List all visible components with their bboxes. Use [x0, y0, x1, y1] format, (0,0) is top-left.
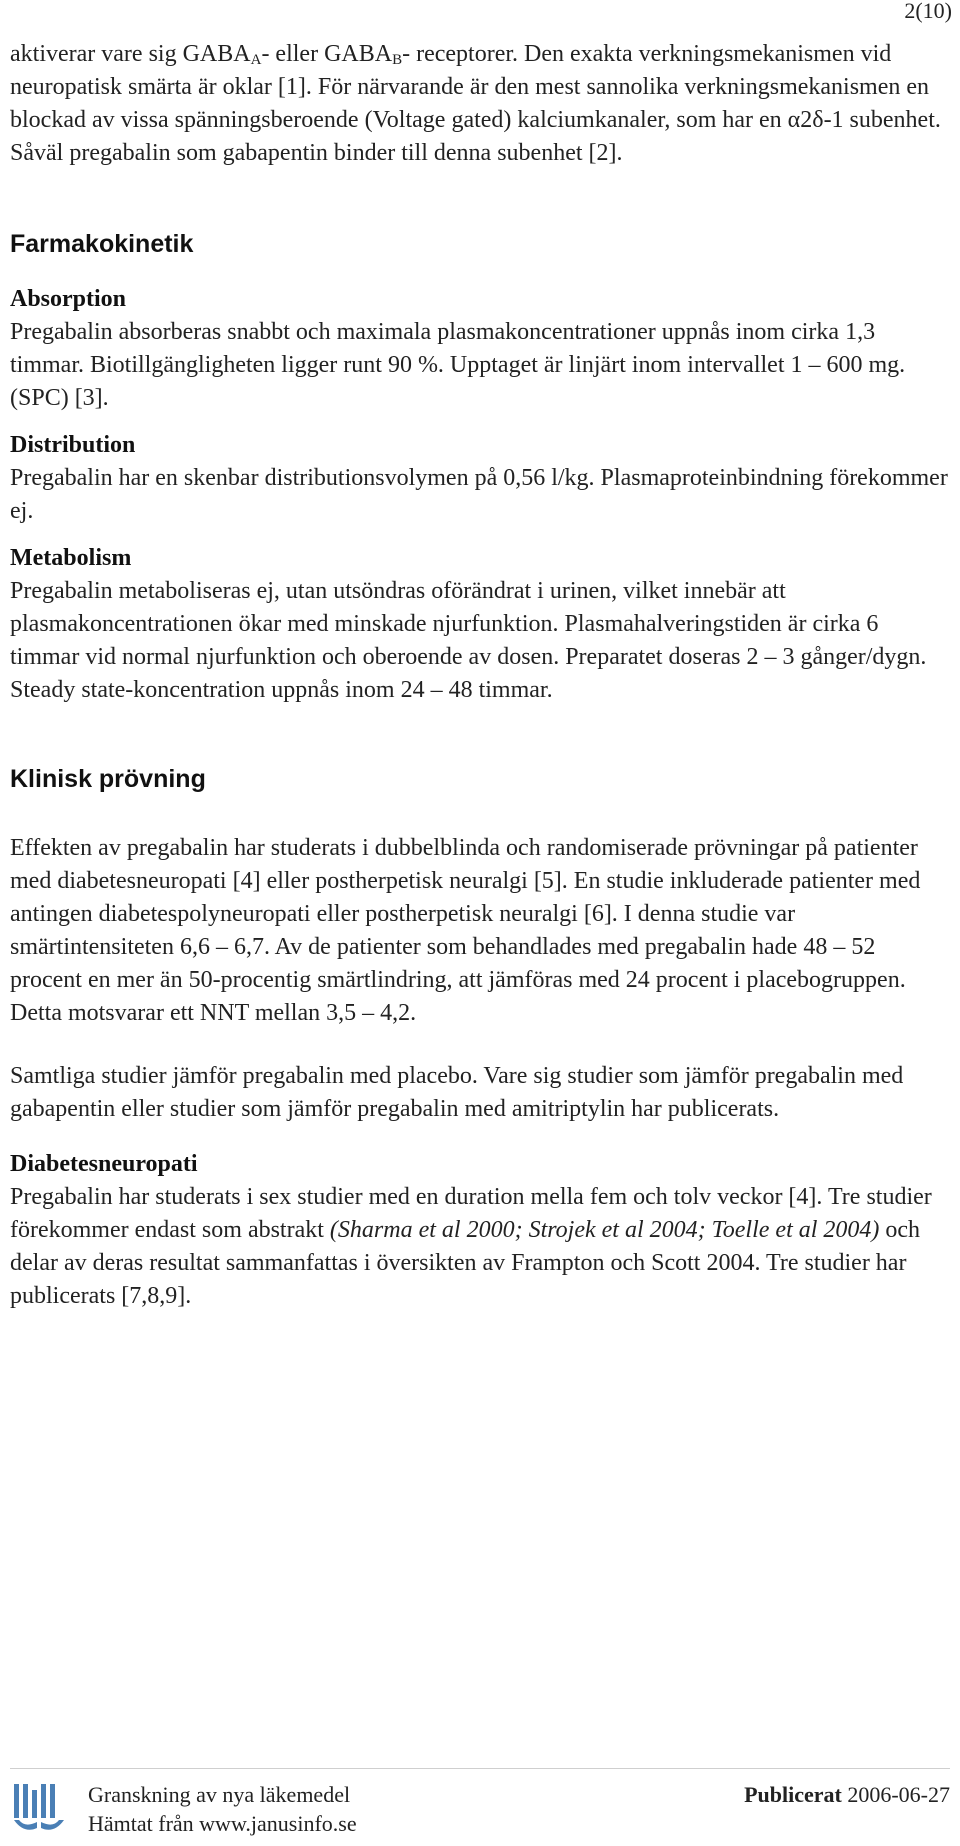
heading-farmakokinetik: Farmakokinetik [10, 230, 194, 258]
heading-absorption: Absorption [10, 286, 127, 312]
klinisk-paragraph-2: Samtliga studier jämför pregabalin med placebo. Vare sig studier som jämför pregabalin med gabapentin eller studier som jämför pregabalin med amitriptylin har publicerats. [10, 1063, 904, 1122]
diabetesneuropati-citation: (Sharma et al 2000; Strojek et al 2004; Toelle et al 2004) [329, 1217, 880, 1243]
intro-paragraph [10, 38, 950, 170]
footer-title: Granskning av nya läkemedel [88, 1782, 351, 1807]
page-number: 2(10) [904, 0, 952, 23]
janusinfo-logo-icon [10, 1782, 68, 1836]
intro-text-1: aktiverar vare sig GABA [10, 41, 251, 67]
distribution-paragraph: Pregabalin har en skenbar distributionsvolymen på 0,56 l/kg. Plasmaproteinbindning förekommer ej. [10, 465, 948, 524]
diabetesneuropati-text-2: och delar av deras resultat sammanfattas i översikten av Frampton och Scott 2004. Tre studier har publicerats [7,8,9]. [10, 1217, 921, 1309]
heading-distribution: Distribution [10, 432, 136, 458]
intro-subscript-a: A [250, 52, 262, 68]
intro-text-3: - receptorer. Den exakta verkningsmekanismen vid neuropatisk smärta är oklar [1]. För närvarande är den mest sannolika verkningsmekanismen en blockad av vissa spänningsberoende (Voltage gated) kalciumkanaler, som har en α2δ-1 subenhet. Såväl pregabalin som gabapentin binder till denna subenhet [2]. [10, 41, 941, 166]
heading-metabolism: Metabolism [10, 545, 132, 571]
footer-published [744, 1780, 950, 1809]
footer-left-text [88, 1780, 357, 1838]
document-body [10, 38, 950, 1313]
intro-subscript-b: B [392, 52, 403, 68]
heading-klinisk-provning: Klinisk prövning [10, 765, 206, 793]
footer-source-link[interactable]: Hämtat från www.janusinfo.se [88, 1811, 357, 1836]
heading-diabetesneuropati: Diabetesneuropati [10, 1151, 198, 1177]
diabetesneuropati-text-1: Pregabalin har studerats i sex studier med en duration mella fem och tolv veckor [4]. Tre studier förekommer endast som abstrakt [10, 1184, 932, 1243]
diabetesneuropati-paragraph [10, 1181, 950, 1313]
intro-text-2: - eller GABA [261, 41, 393, 67]
published-label: Publicerat [744, 1782, 842, 1807]
page-footer [10, 1780, 950, 1840]
klinisk-paragraph-1: Effekten av pregabalin har studerats i dubbelblinda och randomiserade prövningar på patienter med diabetesneuropati [4] eller postherpetisk neuralgi [5]. En studie inkluderade patienter med antingen diabetespolyneuropati eller postherpetisk neuralgi [6]. I denna studie var smärtintensiteten 6,6 – 6,7. Av de patienter som behandlades med pregabalin hade 48 – 52 procent en mer än 50-procentig smärtlindring, att jämföras med 24 procent i placebogruppen. Detta motsvarar ett NNT mellan 3,5 – 4,2. [10, 835, 921, 1026]
metabolism-paragraph: Pregabalin metaboliseras ej, utan utsöndras oförändrat i urinen, vilket innebär att plasmakoncentrationen ökar med minskade njurfunktion. Plasmahalveringstiden är cirka 6 timmar vid normal njurfunktion och oberoende av dosen. Preparatet doseras 2 – 3 gånger/dygn. Steady state-koncentration uppnås inom 24 – 48 timmar. [10, 578, 927, 703]
published-date: 2006-06-27 [847, 1782, 950, 1807]
footer-divider [10, 1768, 950, 1769]
absorption-paragraph: Pregabalin absorberas snabbt och maximala plasmakoncentrationer uppnås inom cirka 1,3 timmar. Biotillgängligheten ligger runt 90 %. Upptaget är linjärt inom intervallet 1 – 600 mg. (SPC) [3]. [10, 319, 906, 411]
